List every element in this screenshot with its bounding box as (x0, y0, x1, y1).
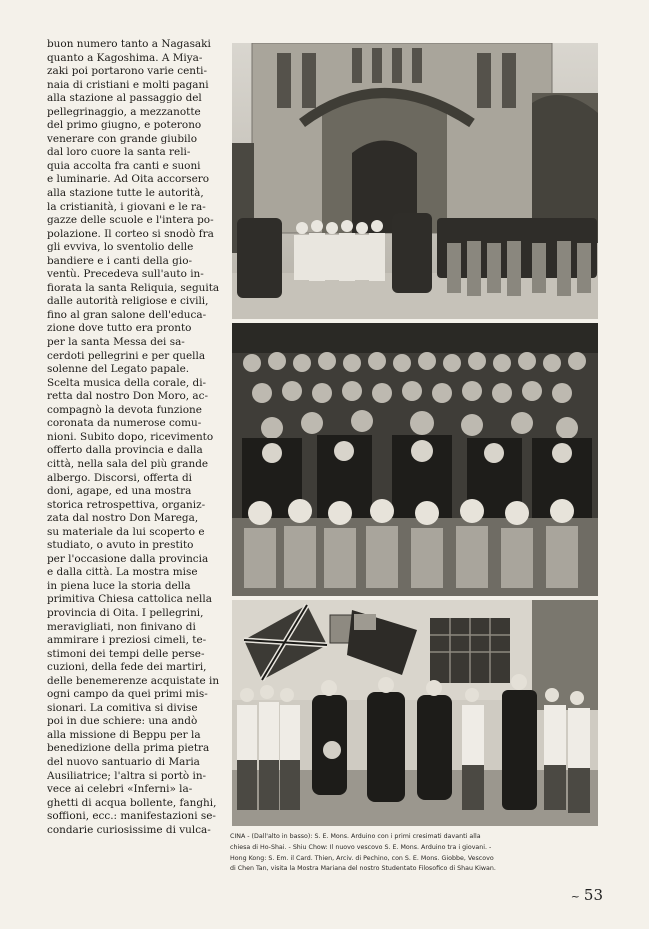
caption-line: Hong Kong: S. Em. il Card. Thien, Arciv. di Pechino, con S. E. Mons. Giobbe, Vescovo (230, 854, 494, 862)
body-text-line: zata dal nostro Don Marega, (47, 512, 199, 525)
caption-line: CINA - (Dall'alto in basso): S. E. Mons. Arduino con i primi cresimati davanti alla (230, 833, 481, 840)
body-text-line: storica retrospettiva, organiz- (47, 498, 206, 511)
church-photo-graphic (232, 43, 598, 319)
page-number-text: 53 (583, 886, 603, 904)
body-text-line: cerdoti pellegrini e per quella (47, 349, 206, 362)
body-text-line: zione dove tutto era pronto (47, 322, 192, 335)
body-text-line: del primo giugno, e poterono (47, 119, 202, 132)
body-text-line: ventù. Precedeva sull'auto in- (47, 268, 204, 281)
photo-caption (230, 832, 602, 875)
body-text-line: doni, agape, ed una mostra (47, 485, 192, 498)
body-text-line: Scelta musica della corale, di- (47, 376, 207, 389)
body-text-line: studiato, o avuto in prestito (47, 539, 194, 552)
body-text-line: ogni campo da quei primi mis- (47, 688, 208, 701)
body-text-line: poi in due schiere: una andò (47, 715, 198, 728)
caption-line: chiesa di Ho-Shai. - Shiu Chow: Il nuovo vescovo S. E. Mons. Arduino tra i giovani. - (230, 843, 492, 851)
body-text-line: delle benemerenze acquistate in (47, 674, 219, 687)
body-text-line: Ausiliatrice; l'altra si portò in- (47, 769, 207, 782)
body-text-line: naia di cristiani e molti pagani (47, 78, 209, 91)
body-text-line: ammirare i preziosi cimeli, te- (47, 634, 207, 647)
body-text-line: albergo. Discorsi, offerta di (47, 471, 192, 484)
exhibition-photo-graphic (232, 600, 598, 826)
body-text-line: primitiva Chiesa cattolica nella (47, 593, 212, 606)
body-text-line: compagnò la devota funzione (47, 403, 202, 416)
body-text-line: retta dal nostro Don Moro, ac- (47, 390, 208, 403)
group-photo-graphic (232, 323, 598, 596)
body-text-line: sionari. La comitiva si divise (47, 701, 198, 714)
body-text-line: in piena luce la storia della (47, 579, 191, 592)
body-text-line: e dalla città. La mostra mise (47, 566, 198, 579)
body-text-line: dalle autorità religiose e civili, (47, 295, 209, 308)
body-text-line: alla stazione tutte le autorità, (47, 187, 204, 200)
body-text-line: bandiere e i canti della gio- (47, 254, 193, 267)
body-text-line: offerto dalla provincia e dalla (47, 444, 203, 457)
body-text-line: quia accolta fra canti e suoni (47, 159, 201, 172)
body-text-line: zaki poi portarono varie centi- (47, 65, 208, 78)
ornament-icon: ~ (570, 890, 580, 903)
body-text-line: soffioni, ecc.: manifestazioni se- (47, 810, 216, 823)
body-text-line: coronata da numerose comu- (47, 417, 202, 430)
photo-cardinal-marian-exhibition (232, 600, 598, 826)
body-text-line: condarie curiosissime di vulca- (47, 823, 211, 836)
body-text-line: stimoni dei tempi delle perse- (47, 647, 205, 660)
caption-line: di Chen Tan, visita la Mostra Mariana del nostro Studentato Filosofico di Shau Kiwan. (230, 865, 496, 873)
body-text-line: benedizione della prima pietra (47, 742, 210, 755)
body-text-line: dal loro cuore la santa reli- (47, 146, 191, 159)
body-text-line: venerare con grande giubilo (47, 132, 198, 145)
photo-bishop-with-youths (232, 323, 598, 596)
body-text-line: polazione. Il corteo si snodò fra (47, 227, 214, 240)
body-text-line: fiorata la santa Reliquia, seguita (47, 281, 219, 294)
body-text-line: buon numero tanto a Nagasaki (47, 38, 211, 50)
body-text-line: alla missione di Beppu per la (47, 728, 201, 741)
body-text-line: cuzioni, della fede dei martiri, (47, 661, 207, 674)
body-text-line: gazze delle scuole e l'intera po- (47, 214, 214, 227)
body-text-line: nioni. Subito dopo, ricevimento (47, 430, 214, 443)
body-text-line: gli evviva, lo sventolio delle (47, 241, 194, 254)
body-text-line: fino al gran salone dell'educa- (47, 308, 207, 321)
body-text-line: solenne del Legato papale. (47, 363, 190, 376)
body-text-line: città, nella sala del più grande (47, 457, 209, 470)
body-text-line: e luminarie. Ad Oita accorsero (47, 173, 210, 186)
body-text-line: vece ai celebri «Inferni» la- (47, 783, 193, 796)
body-text-line: su materiale da lui scoperto e (47, 525, 205, 538)
body-text-line: per l'occasione dalla provincia (47, 552, 209, 565)
body-text-line: quanto a Kagoshima. A Miya- (47, 51, 203, 64)
body-text-column (47, 38, 219, 837)
body-text-line: alla stazione al passaggio del (47, 92, 202, 105)
body-text-line: pellegrinaggio, a mezzanotte (47, 105, 201, 118)
photo-church-confirmation-group (232, 43, 598, 319)
body-text-line: per la santa Messa dei sa- (47, 336, 185, 349)
body-text-line: meravigliati, non finivano di (47, 620, 196, 633)
body-text-line: del nuovo santuario di Maria (47, 755, 200, 768)
body-text-line: la cristianità, i giovani e le ra- (47, 200, 206, 213)
body-text-line: ghetti di acqua bollente, fanghi, (47, 796, 217, 809)
page-number (571, 886, 603, 904)
body-text-line: provincia di Oita. I pellegrini, (47, 606, 204, 619)
